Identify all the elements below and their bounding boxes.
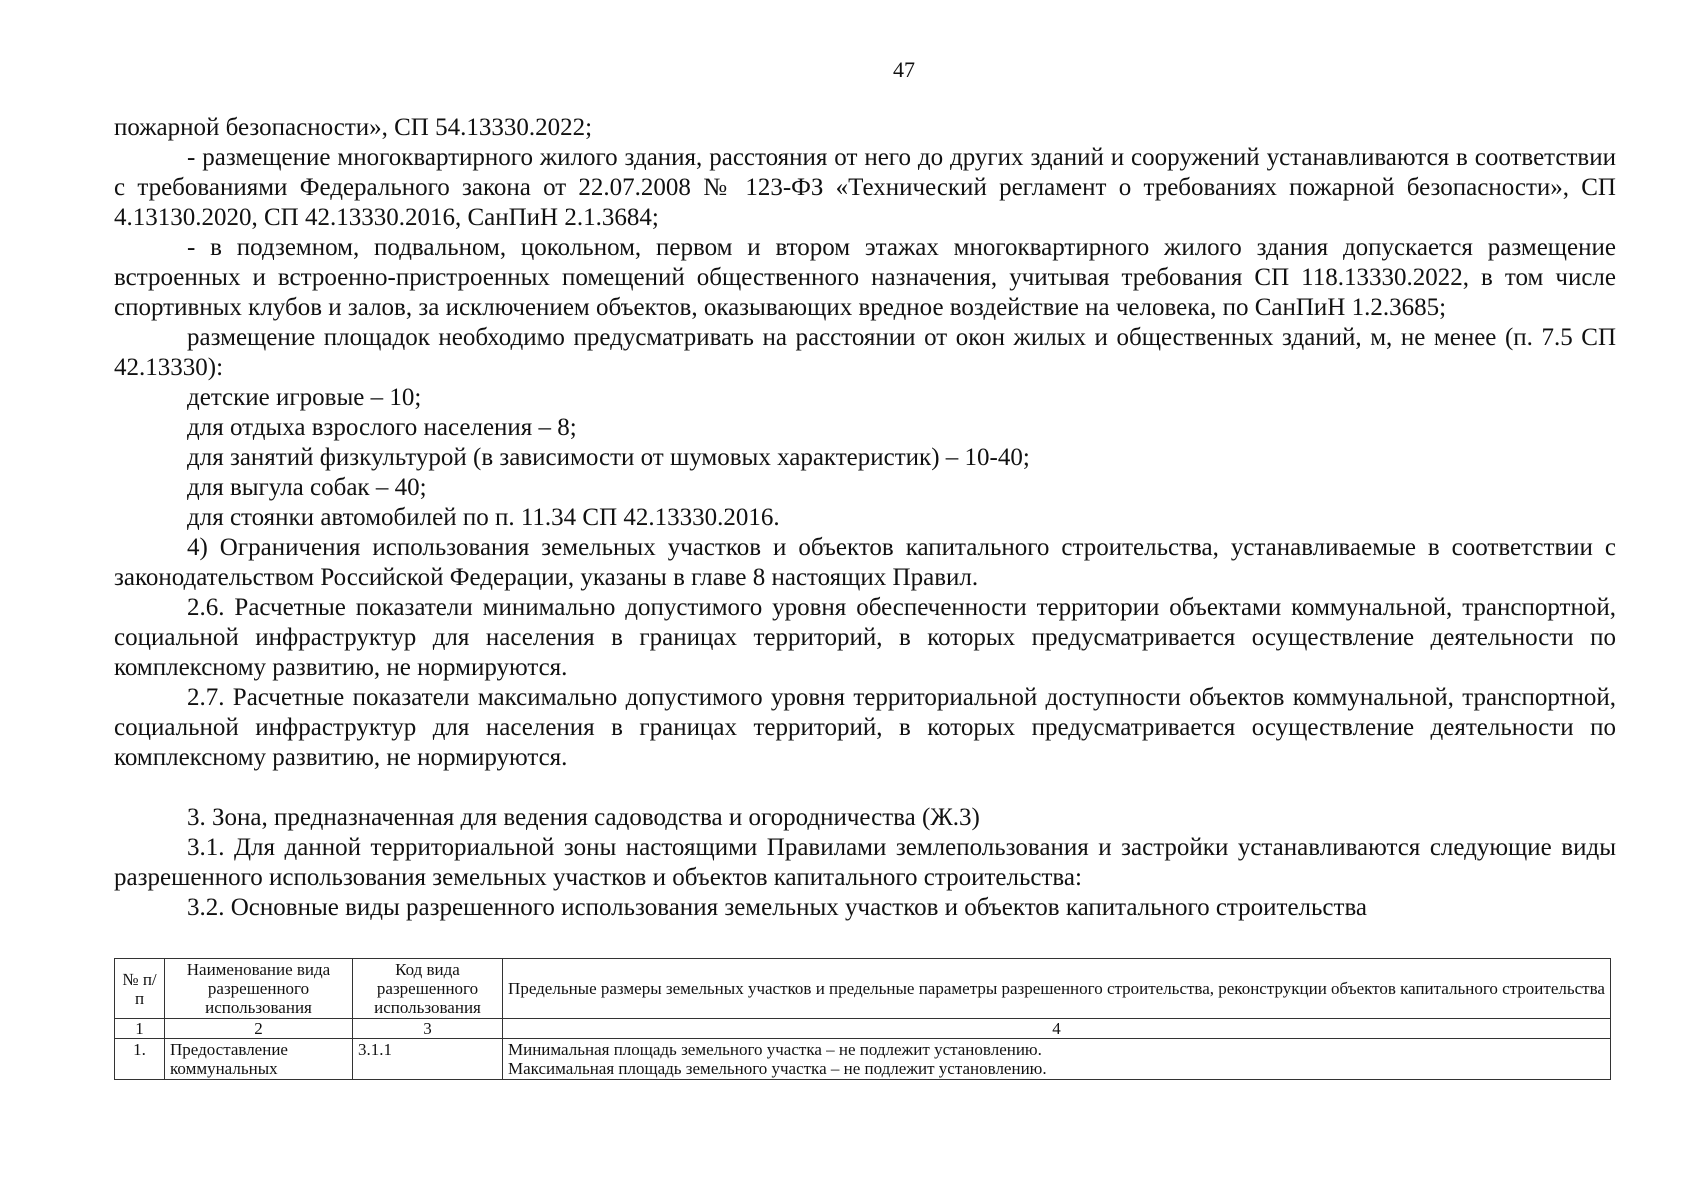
paragraph: 3.1. Для данной территориальной зоны настоящими Правилами землепользования и застройки устанавливаются следующие виды разрешенного использования земельных участков и объектов капитального строительства:	[114, 834, 1616, 891]
use-name: Предоставление коммунальных	[165, 1039, 353, 1080]
permitted-use-table	[114, 958, 1611, 1080]
paragraph: размещение площадок необходимо предусматривать на расстоянии от окон жилых и общественных зданий, м, не менее (п. 7.5 СП 42.13330):	[114, 324, 1616, 381]
list-item: для занятий физкультурой (в зависимости от шумовых характеристик) – 10-40;	[187, 444, 1030, 471]
header-cell: Наименование вида разрешенного использования	[165, 959, 353, 1019]
paragraph: 4) Ограничения использования земельных участков и объектов капитального строительства, устанавливаемые в соответствии с законодательством Российской Федерации, указаны в главе 8 настоящих Правил.	[114, 534, 1616, 591]
column-number-row	[115, 1019, 1611, 1039]
document-body	[114, 113, 1616, 923]
blank-line	[114, 773, 1616, 803]
page-number: 47	[893, 57, 915, 82]
use-parameters	[503, 1039, 1611, 1080]
paragraph: пожарной безопасности», СП 54.13330.2022;	[114, 114, 593, 141]
parameter-line: Максимальная площадь земельного участка – не подлежит установлению.	[508, 1059, 1047, 1078]
paragraph: - размещение многоквартирного жилого здания, расстояния от него до других зданий и сооружений устанавливаются в соответствии с требованиями Федерального закона от 22.07.2008 № 123-ФЗ «Технический регламент о требованиях пожарной безопасности», СП 4.13130.2020, СП 42.13330.2016, СанПиН 2.1.3684;	[114, 144, 1616, 231]
header-cell: Код вида разрешенного использования	[353, 959, 503, 1019]
paragraph: 2.7. Расчетные показатели максимально допустимого уровня территориальной доступности объектов коммунальной, транспортной, социальной инфраструктур для населения в границах территорий, в которых предусматривается осуществление деятельности по комплексному развитию, не нормируются.	[114, 684, 1616, 771]
use-code: 3.1.1	[353, 1039, 503, 1080]
paragraph: 2.6. Расчетные показатели минимально допустимого уровня обеспеченности территории объектами коммунальной, транспортной, социальной инфраструктур для населения в границах территорий, в которых предусматривается осуществление деятельности по комплексному развитию, не нормируются.	[114, 594, 1616, 681]
paragraph: 3.2. Основные виды разрешенного использования земельных участков и объектов капитального строительства	[187, 894, 1368, 921]
table-row	[115, 1039, 1611, 1080]
column-number: 2	[165, 1019, 353, 1039]
list-item: детские игровые – 10;	[187, 384, 422, 411]
section-heading: 3. Зона, предназначенная для ведения садоводства и огородничества (Ж.3)	[187, 804, 980, 831]
table-header-row	[115, 959, 1611, 1019]
list-item: для стоянки автомобилей по п. 11.34 СП 42.13330.2016.	[187, 504, 780, 531]
column-number: 1	[115, 1019, 165, 1039]
column-number: 3	[353, 1019, 503, 1039]
header-cell: № п/п	[115, 959, 165, 1019]
row-number: 1.	[115, 1039, 165, 1080]
list-item: для выгула собак – 40;	[187, 474, 427, 501]
list-item: для отдыха взрослого населения – 8;	[187, 414, 577, 441]
paragraph: - в подземном, подвальном, цокольном, первом и втором этажах многоквартирного жилого здания допускается размещение встроенных и встроенно-пристроенных помещений общественного назначения, учитывая требования СП 118.13330.2022, в том числе спортивных клубов и залов, за исключением объектов, оказывающих вредное воздействие на человека, по СанПиН 1.2.3685;	[114, 234, 1616, 321]
parameter-line: Минимальная площадь земельного участка – не подлежит установлению.	[508, 1040, 1042, 1059]
header-cell: Предельные размеры земельных участков и предельные параметры разрешенного строительства, реконструкции объектов капитального строительства	[503, 959, 1611, 1019]
column-number: 4	[503, 1019, 1611, 1039]
